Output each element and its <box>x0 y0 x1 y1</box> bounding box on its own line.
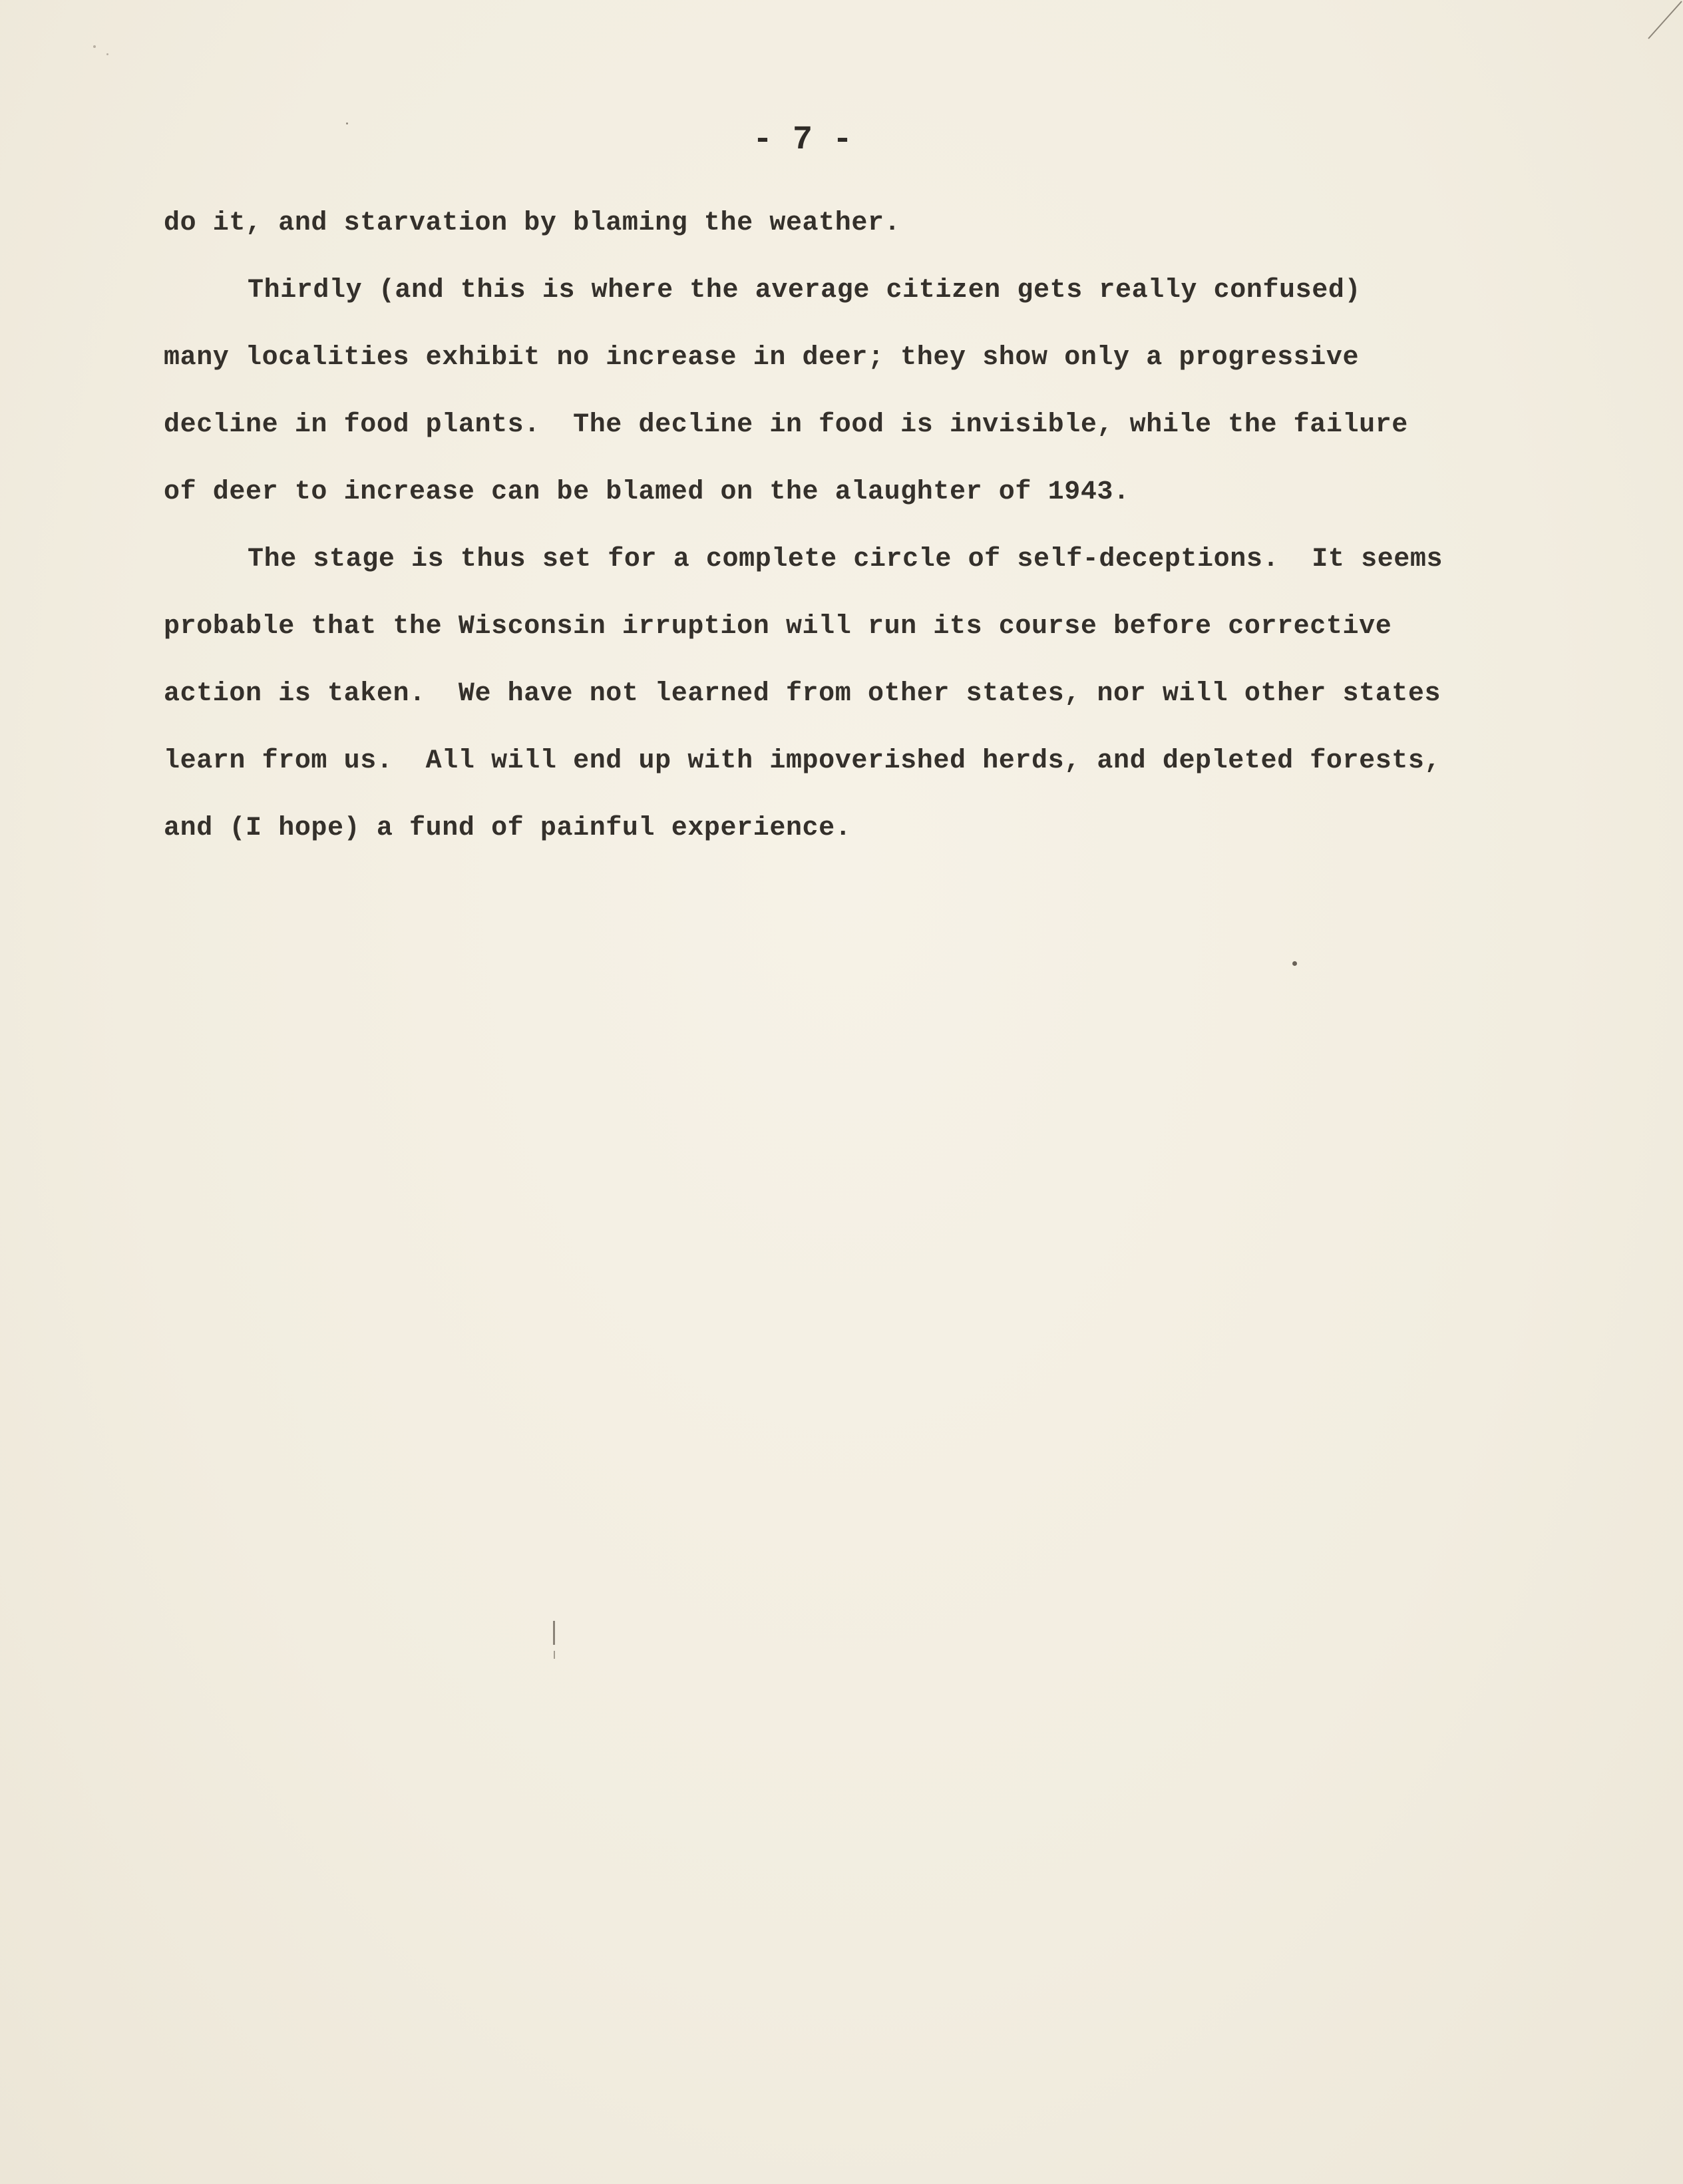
text-line: action is taken. We have not learned from other states, nor will other states <box>164 679 1441 709</box>
text-line: and (I hope) a fund of painful experience. <box>164 813 852 843</box>
paper-speck <box>106 53 108 55</box>
paper-scratch <box>554 1651 555 1659</box>
text-line: do it, and starvation by blaming the weather. <box>164 208 901 238</box>
text-line: many localities exhibit no increase in deer; they show only a progressive <box>164 343 1360 373</box>
paper-speck <box>1292 961 1297 966</box>
text-line: of deer to increase can be blamed on the alaughter of 1943. <box>164 477 1130 507</box>
paper-speck <box>93 45 96 48</box>
paper-corner-mark <box>1643 0 1683 40</box>
page-number: - 7 - <box>752 121 853 159</box>
body-text <box>164 190 1495 862</box>
text-line: The stage is thus set for a complete circle of self-deceptions. It seems <box>248 545 1443 574</box>
text-line: Thirdly (and this is where the average citizen gets really confused) <box>248 276 1362 306</box>
text-line: decline in food plants. The decline in food is invisible, while the failure <box>164 410 1408 440</box>
text-line: learn from us. All will end up with impoverished herds, and depleted forests, <box>164 746 1441 776</box>
paper-scratch <box>553 1621 555 1645</box>
text-line: probable that the Wisconsin irruption will run its course before corrective <box>164 612 1392 642</box>
